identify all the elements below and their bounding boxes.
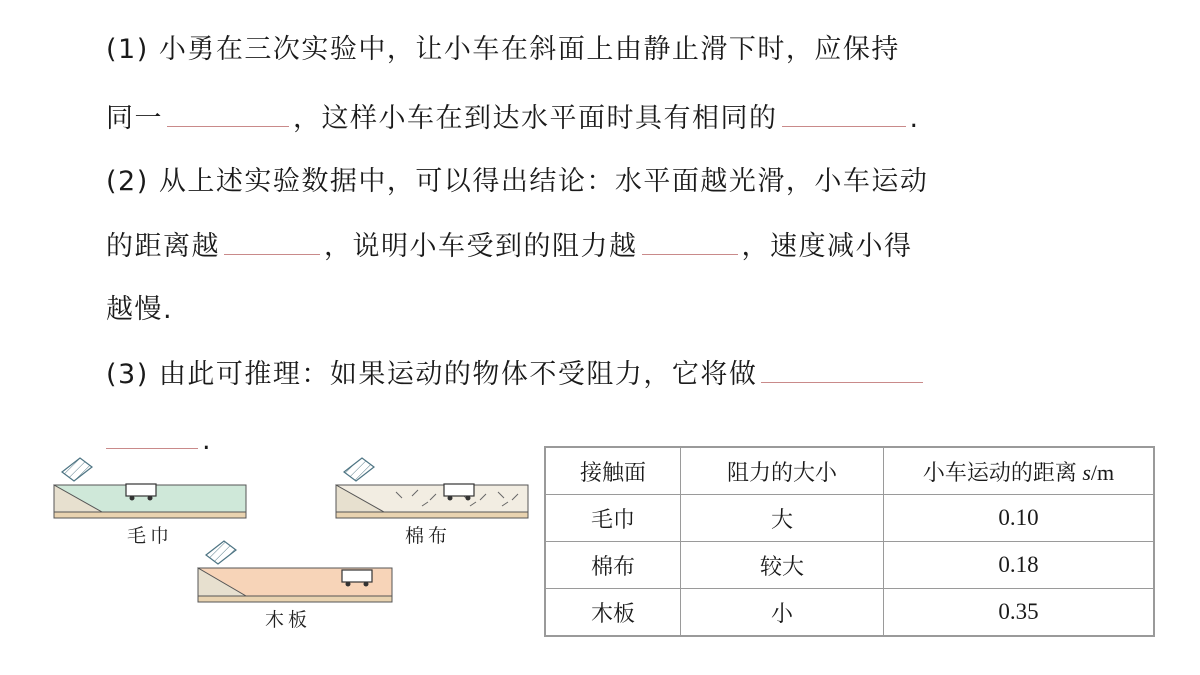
cell-surface: 棉布 (545, 542, 681, 589)
q3-line1 (106, 356, 927, 393)
wheel (346, 582, 351, 587)
unit-suffix: /m (1090, 459, 1115, 485)
cell-distance: 0.10 (884, 495, 1155, 542)
ramp-car (344, 458, 374, 481)
q3-text-end: . (202, 425, 213, 456)
q2-line2 (106, 228, 913, 265)
q2-line3 (106, 292, 173, 328)
ramp-car (62, 458, 92, 481)
scene-cotton (336, 458, 528, 547)
answer-blank-1[interactable] (167, 100, 289, 127)
answer-blank-4[interactable] (642, 228, 738, 255)
q2-line1 (106, 164, 928, 200)
car (444, 484, 474, 496)
q1-line1 (106, 32, 900, 68)
board-side (54, 512, 246, 518)
wheel (448, 496, 453, 501)
unit-symbol: s (1082, 459, 1091, 485)
table-row (545, 542, 1154, 589)
q1-text-end: . (909, 103, 920, 134)
board-side (198, 596, 392, 602)
experiment-figure (40, 430, 580, 670)
cell-resistance: 大 (681, 495, 884, 542)
answer-blank-3[interactable] (224, 228, 320, 255)
header-distance (884, 447, 1155, 495)
header-distance-text: 小车运动的距离 (922, 460, 1077, 486)
ramp-car (206, 541, 236, 564)
q2-text-b: ，说明小车受到的阻力越 (324, 231, 638, 262)
answer-blank-2[interactable] (782, 100, 906, 127)
q1-text-b: ，这样小车在到达水平面时具有相同的 (293, 103, 778, 134)
header-unit (1077, 460, 1114, 485)
wheel (148, 496, 153, 501)
q1-text: (1) 小勇在三次实验中，让小车在斜面上由静止滑下时，应保持 (106, 34, 900, 65)
scene-board-label: 木板 (264, 609, 312, 631)
cell-distance: 0.35 (884, 589, 1155, 637)
scene-towel (54, 458, 246, 547)
cell-surface: 毛巾 (545, 495, 681, 542)
cell-resistance: 小 (681, 589, 884, 637)
q3-text: (3) 由此可推理：如果运动的物体不受阻力，它将做 (106, 359, 758, 390)
wheel (364, 582, 369, 587)
table-row (545, 589, 1154, 637)
q2-text-end: 越慢. (106, 294, 174, 325)
cell-surface: 木板 (545, 589, 681, 637)
car (126, 484, 156, 496)
board-side (336, 512, 528, 518)
answer-blank-5[interactable] (761, 356, 923, 383)
data-table (544, 446, 1155, 637)
table-header-row (545, 447, 1154, 495)
header-surface: 接触面 (545, 447, 681, 495)
q2-text-a: 的距离越 (106, 231, 220, 262)
scene-board (198, 541, 392, 631)
q2-text: (2) 从上述实验数据中，可以得出结论：水平面越光滑，小车运动 (106, 166, 929, 197)
wheel (130, 496, 135, 501)
cell-resistance: 较大 (681, 542, 884, 589)
q1-line2 (106, 100, 920, 137)
wheel (466, 496, 471, 501)
q1-text-a: 同一 (106, 103, 163, 134)
cell-distance: 0.18 (884, 542, 1155, 589)
scene-cotton-label: 棉布 (404, 525, 452, 547)
header-resistance: 阻力的大小 (681, 447, 884, 495)
car (342, 570, 372, 582)
scene-towel-label: 毛巾 (126, 525, 174, 547)
q2-text-c: ，速度减小得 (741, 231, 913, 262)
table-row (545, 495, 1154, 542)
